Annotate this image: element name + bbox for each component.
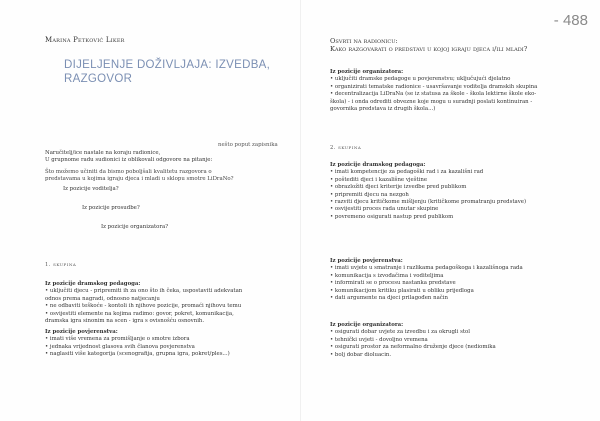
- list-item: • obrazložiti djeci kriterije izvedbe pred publikom: [330, 184, 467, 191]
- list-item: • informirati se o procesu nastanka predstave: [330, 280, 456, 287]
- right-organizator: [330, 69, 580, 113]
- subsection-heading: Iz pozicije dramskog pedagoga:: [45, 281, 141, 287]
- list-item: • naglasiti više kategorija (scenografija, grupna igra, pokret/ples...): [45, 351, 230, 358]
- group-1-heading: 1. skupina: [45, 262, 77, 268]
- list-item: • osigurati prostor za neformalno druženje djece (nediomika: [330, 344, 496, 351]
- list-item: • povremeno osigurati nastup pred publikom: [330, 213, 454, 220]
- list-item: govornika predstava iz drugih škola...): [330, 106, 436, 113]
- right-page-title: [330, 37, 570, 54]
- list-item: • osigurati dobar uvjete za izvedbu i za okrugli stol: [330, 329, 470, 336]
- intro-text: [45, 150, 285, 165]
- intro-line: U grupnome radu sudionici iz oblikovali odgovore na pitanje:: [45, 157, 213, 164]
- group-2-povjerenstvo: [330, 258, 580, 302]
- list-item: dramska igra sinonim na scen - igra s ovisnošću osnovnih.: [45, 318, 205, 325]
- list-item: • jednaka vrijednost glasova svih članova povjerenstva: [45, 343, 195, 350]
- group-2-heading: 2. skupina: [330, 145, 362, 151]
- list-item: škola) - i onda odrediti obvezne koje mogu u suradnji poslati kontinuiran -: [330, 98, 533, 105]
- group-1-povjerenstvo: [45, 329, 290, 359]
- perspective-2: Iz pozicije prosudbe?: [82, 205, 140, 211]
- list-item: • decentralizacija LiDraNa (se iz statusa za škole - škola lektirne škole eko-: [330, 91, 537, 98]
- main-question: [45, 169, 285, 184]
- question-line: Što možemo učiniti da bismo poboljšali kvalitetu razgovora o: [45, 169, 212, 175]
- list-item: • imati uvjete u smatranje i razlikama pedagoškoga i kazališnoga rada: [330, 265, 523, 272]
- list-item: • komunikacijom kritiku plasirati u obliku prijedloga: [330, 287, 474, 294]
- group-2-pedagog: [330, 162, 580, 221]
- list-item: • uključiti djecu - pripremiti ih za ono što ih čeka, uspostaviti adekvatan: [45, 288, 243, 295]
- subsection-heading: Iz pozicije organizatora:: [330, 322, 404, 328]
- list-item: • bolj dobar dioluacin.: [330, 351, 392, 358]
- list-item: • dati argumente na djeci prilagođen način: [330, 295, 448, 302]
- list-item: • poštediti djeci i kazališne vještine: [330, 176, 428, 183]
- minutes-note: nešto poput zapisnika: [218, 142, 278, 148]
- group-2-organizator: [330, 322, 580, 359]
- spread-divider: [300, 0, 301, 421]
- group-1-pedagog: [45, 281, 290, 325]
- question-line: predstavama u kojima igraju djeca i mladi u sklopu smotre LiDraNo?: [45, 176, 234, 183]
- list-item: • ne odbaviti teškoće - kontoli ih njihove pozicije, promaći njihovu temu: [45, 303, 242, 310]
- list-item: • komunikacija s izvođačima i voditeljima: [330, 272, 444, 279]
- list-item: • osvijestiti elemente na kojima radimo: govor, pokret, komunikacija,: [45, 310, 234, 317]
- list-item: • tehnički uvjeti - dovoljno vremena: [330, 336, 428, 343]
- list-item: • razviti djecu kritičkome mišljenju (kritičkome promatranju predstave): [330, 199, 527, 206]
- author-name: Marina Petković Liker: [45, 36, 125, 44]
- list-item: • osvijestiti proces rada unutar skupine: [330, 206, 439, 213]
- subsection-heading: Iz pozicije dramskog pedagoga:: [330, 162, 426, 168]
- chapter-title-line: RAZGOVOR: [64, 73, 133, 85]
- subsection-heading: Iz pozicije organizatora:: [330, 69, 404, 75]
- list-item: • organizirati tematske radionice - usavršavanje voditelja dramskih skupina: [330, 83, 538, 90]
- right-title-line: Kako razgovarati o predstavi u kojoj igraju djeca i/ili mladi?: [330, 45, 528, 54]
- subsection-heading: Iz pozicije povjerenstva:: [45, 329, 118, 335]
- perspective-3: Iz pozicije organizatora?: [101, 224, 169, 230]
- chapter-title: [64, 58, 284, 86]
- perspective-1: Iz pozicije voditelja?: [63, 186, 119, 192]
- intro-line: Naručitelj/ice nastale na koraju radionice,: [45, 150, 161, 156]
- subsection-heading: Iz pozicije povjerenstva:: [330, 258, 403, 264]
- list-item: • uključiti dramske pedagoge u povjerenstvu; uključujući djelatno: [330, 76, 511, 83]
- list-item: odnos prema nagradi, odnosno natjecanju: [45, 295, 160, 302]
- list-item: • pripremiti djecu na nezgoh: [330, 191, 409, 198]
- chapter-title-line: DIJELJENJE DOŽIVLJAJA: IZVEDBA,: [64, 59, 271, 71]
- right-title-line: Osvrti na radionicu:: [330, 37, 398, 45]
- list-item: • imati kompetencije za pedagoški rad i za kazališni rad: [330, 169, 484, 176]
- page-number: - 488: [553, 12, 588, 29]
- list-item: • imati više vremena za promišljanje o smotre izbora: [45, 336, 190, 343]
